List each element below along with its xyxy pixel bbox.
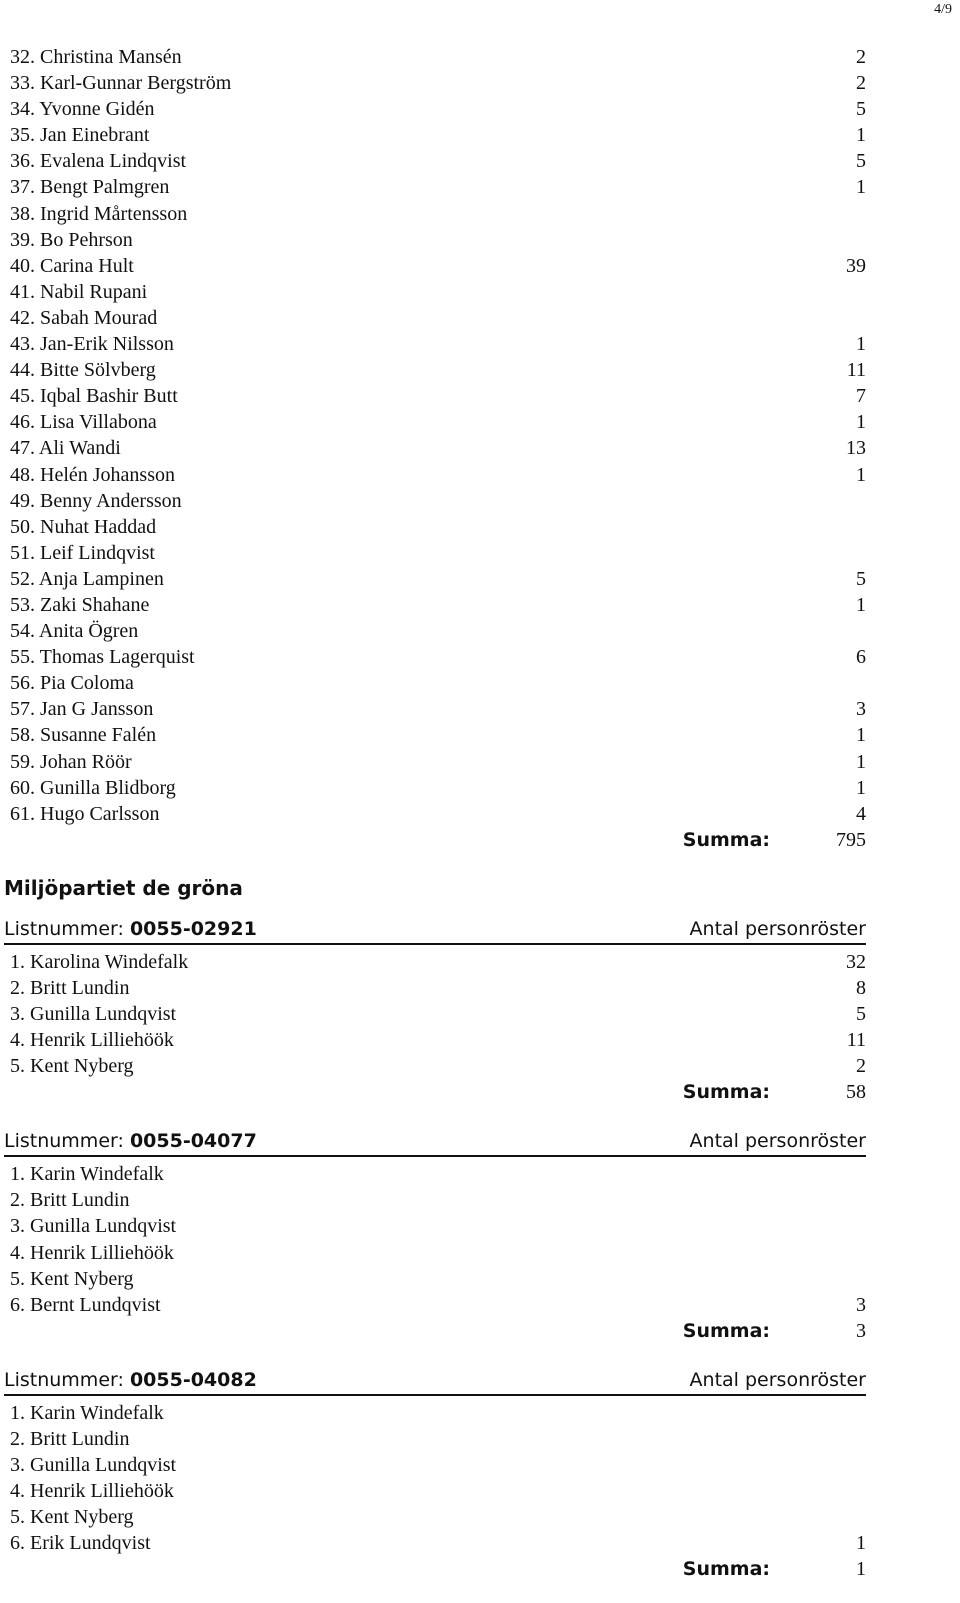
candidate-row (4, 1213, 866, 1239)
summa-label: Summa: (682, 828, 770, 851)
summa-row (4, 1318, 866, 1344)
ballot-list (4, 1366, 866, 1583)
candidate-name: 39. Bo Pehrson (10, 228, 133, 251)
summa-value: 3 (856, 1319, 866, 1342)
candidate-votes: 5 (856, 98, 866, 121)
candidate-row (4, 1240, 866, 1266)
candidate-name: 51. Leif Lindqvist (10, 541, 155, 564)
votes-column-header: Antal personröster (689, 1368, 866, 1391)
candidate-name: 1. Karolina Windefalk (10, 950, 189, 973)
candidate-name: 5. Kent Nyberg (10, 1506, 134, 1529)
candidate-row (4, 949, 866, 975)
candidate-row (4, 975, 866, 1001)
candidate-row (4, 1001, 866, 1027)
candidate-name: 41. Nabil Rupani (10, 280, 148, 303)
candidate-rows (4, 1161, 866, 1318)
candidate-row (4, 1530, 866, 1556)
votes-column-header: Antal personröster (689, 1130, 866, 1153)
candidate-name: 5. Kent Nyberg (10, 1267, 134, 1290)
candidate-votes: 7 (856, 385, 866, 408)
candidate-row (4, 1400, 866, 1426)
candidate-name: 37. Bengt Palmgren (10, 176, 170, 199)
candidate-name: 4. Henrik Lilliehöök (10, 1241, 174, 1264)
candidate-votes: 8 (856, 976, 866, 999)
summa-row (4, 1556, 866, 1582)
candidate-row (4, 1266, 866, 1292)
candidate-votes: 1 (856, 333, 866, 356)
votes-column-header: Antal personröster (689, 917, 866, 940)
candidate-votes: 1 (856, 1532, 866, 1555)
candidate-votes: 1 (856, 176, 866, 199)
candidate-row (4, 174, 866, 200)
candidate-name: 61. Hugo Carlsson (10, 802, 160, 825)
candidate-row (4, 1161, 866, 1187)
candidate-row (4, 514, 866, 540)
candidate-name: 2. Britt Lundin (10, 976, 130, 999)
candidate-name: 2. Britt Lundin (10, 1189, 130, 1212)
candidate-row (4, 122, 866, 148)
candidate-row (4, 488, 866, 514)
candidate-row (4, 1452, 866, 1478)
candidate-row (4, 409, 866, 435)
candidate-votes: 1 (856, 124, 866, 147)
candidate-rows (4, 1400, 866, 1557)
candidate-name: 46. Lisa Villabona (10, 411, 157, 434)
candidate-row (4, 227, 866, 253)
candidate-row (4, 148, 866, 174)
candidate-row (4, 1292, 866, 1318)
list-number-label: Listnummer: (4, 1130, 124, 1153)
candidate-votes: 1 (856, 776, 866, 799)
candidate-name: 4. Henrik Lilliehöök (10, 1029, 174, 1052)
candidate-votes: 1 (856, 411, 866, 434)
candidate-name: 6. Bernt Lundqvist (10, 1293, 161, 1316)
candidate-name: 59. Johan Röör (10, 750, 132, 773)
candidate-row (4, 801, 866, 827)
candidate-name: 1. Karin Windefalk (10, 1163, 164, 1186)
candidate-name: 44. Bitte Sölvberg (10, 359, 156, 382)
candidate-name: 3. Gunilla Lundqvist (10, 1003, 177, 1025)
list-number: 0055-02921 (129, 917, 257, 940)
candidate-row (4, 1187, 866, 1213)
candidate-name: 33. Karl-Gunnar Bergström (10, 72, 232, 95)
candidate-row (4, 722, 866, 748)
candidate-row (4, 279, 866, 305)
candidate-name: 3. Gunilla Lundqvist (10, 1454, 177, 1477)
document-body (4, 44, 866, 1582)
candidate-row (4, 435, 866, 461)
summa-value: 795 (836, 828, 866, 851)
candidate-votes: 39 (846, 254, 866, 277)
candidate-name: 43. Jan-Erik Nilsson (10, 333, 174, 356)
candidate-votes: 3 (856, 698, 866, 721)
candidate-row (4, 357, 866, 383)
candidate-votes: 11 (846, 359, 866, 382)
candidate-name: 40. Carina Hult (10, 254, 134, 277)
summa-value: 58 (846, 1081, 866, 1104)
list-number: 0055-04077 (129, 1130, 257, 1153)
candidate-votes: 13 (846, 437, 866, 460)
candidate-row (4, 44, 866, 70)
list-header (4, 1366, 866, 1396)
summa-row (4, 1079, 866, 1105)
candidate-name: 48. Helén Johansson (10, 463, 175, 486)
candidate-row (4, 1027, 866, 1053)
candidate-row (4, 1426, 866, 1452)
candidate-votes: 1 (856, 750, 866, 773)
candidate-name: 58. Susanne Falén (10, 724, 157, 747)
candidate-name: 45. Iqbal Bashir Butt (10, 385, 178, 408)
candidate-row (4, 696, 866, 722)
candidate-name: 47. Ali Wandi (10, 437, 121, 460)
candidate-votes: 3 (856, 1293, 866, 1316)
candidate-rows (4, 949, 866, 1079)
candidate-votes: 2 (856, 72, 866, 95)
candidate-name: 38. Ingrid Mårtensson (10, 202, 188, 225)
candidate-name: 56. Pia Coloma (10, 672, 134, 695)
list-number: 0055-04082 (129, 1368, 257, 1391)
candidate-name: 52. Anja Lampinen (10, 567, 164, 590)
candidate-row (4, 618, 866, 644)
candidate-name: 54. Anita Ögren (10, 620, 139, 643)
candidate-name: 35. Jan Einebrant (10, 124, 150, 147)
candidate-row (4, 201, 866, 227)
party-title: Miljöpartiet de gröna (4, 875, 243, 900)
candidate-row (4, 566, 866, 592)
candidate-name: 50. Nuhat Haddad (10, 515, 157, 538)
top-candidate-list (4, 44, 866, 827)
candidate-name: 3. Gunilla Lundqvist (10, 1215, 177, 1238)
ballot-list (4, 1127, 866, 1344)
candidate-row (4, 540, 866, 566)
candidate-votes: 2 (856, 1055, 866, 1078)
list-number-label: Listnummer: (4, 1368, 124, 1391)
candidate-row (4, 592, 866, 618)
candidate-votes: 5 (856, 567, 866, 590)
candidate-votes: 6 (856, 646, 866, 669)
candidate-name: 49. Benny Andersson (10, 489, 182, 512)
candidate-votes: 5 (856, 1003, 866, 1025)
candidate-votes: 32 (846, 950, 866, 973)
list-header (4, 1127, 866, 1157)
candidate-name: 6. Erik Lundqvist (10, 1532, 151, 1555)
candidate-votes: 4 (856, 802, 866, 825)
candidate-row (4, 1504, 866, 1530)
candidate-votes: 2 (856, 46, 866, 68)
candidate-row (4, 253, 866, 279)
list-number-label: Listnummer: (4, 917, 124, 940)
candidate-name: 53. Zaki Shahane (10, 593, 150, 616)
summa-row (4, 827, 866, 853)
summa-label: Summa: (682, 1081, 770, 1104)
candidate-row (4, 670, 866, 696)
candidate-name: 2. Britt Lundin (10, 1427, 130, 1450)
candidate-name: 55. Thomas Lagerquist (10, 646, 195, 669)
candidate-votes: 1 (856, 724, 866, 747)
candidate-row (4, 70, 866, 96)
candidate-name: 34. Yvonne Gidén (10, 98, 155, 121)
candidate-name: 36. Evalena Lindqvist (10, 150, 187, 173)
candidate-row (4, 462, 866, 488)
candidate-name: 5. Kent Nyberg (10, 1055, 134, 1078)
page-number: 4/9 (934, 2, 952, 17)
ballot-list (4, 915, 866, 1105)
candidate-name: 4. Henrik Lilliehöök (10, 1480, 174, 1503)
candidate-row (4, 383, 866, 409)
list-header (4, 915, 866, 945)
candidate-votes: 1 (856, 593, 866, 616)
summa-value: 1 (856, 1558, 866, 1581)
candidate-name: 32. Christina Mansén (10, 46, 182, 68)
candidate-row (4, 1053, 866, 1079)
candidate-votes: 5 (856, 150, 866, 173)
candidate-name: 57. Jan G Jansson (10, 698, 154, 721)
candidate-row (4, 331, 866, 357)
candidate-votes: 1 (856, 463, 866, 486)
candidate-row (4, 775, 866, 801)
candidate-votes: 11 (846, 1029, 866, 1052)
candidate-row (4, 1478, 866, 1504)
candidate-row (4, 749, 866, 775)
candidate-row (4, 644, 866, 670)
candidate-name: 42. Sabah Mourad (10, 306, 158, 329)
candidate-row (4, 96, 866, 122)
summa-label: Summa: (682, 1319, 770, 1342)
candidate-row (4, 305, 866, 331)
candidate-name: 1. Karin Windefalk (10, 1401, 164, 1424)
candidate-name: 60. Gunilla Blidborg (10, 776, 176, 799)
summa-label: Summa: (682, 1558, 770, 1581)
